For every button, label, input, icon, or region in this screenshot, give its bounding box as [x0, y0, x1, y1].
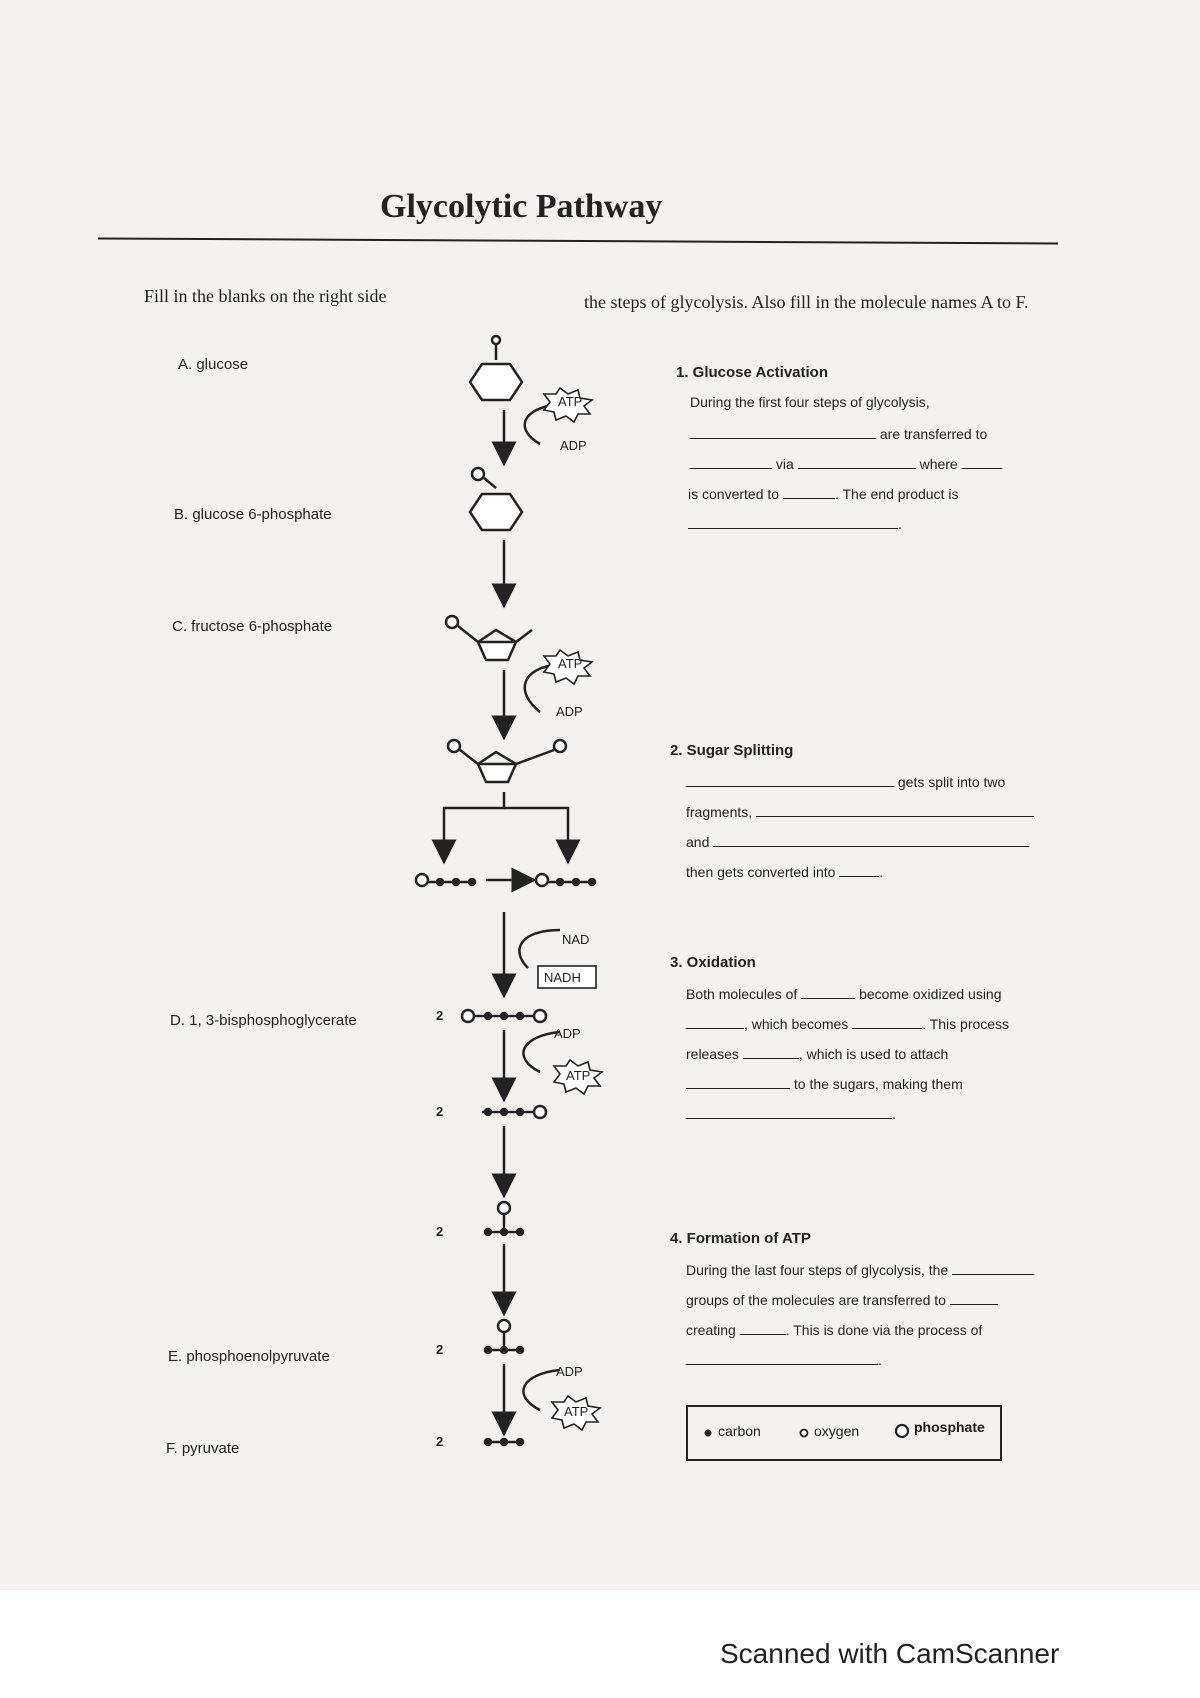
step-2-line-3: [686, 832, 1029, 850]
answer-blank[interactable]: [686, 772, 894, 787]
answer-blank[interactable]: [688, 514, 898, 529]
step-2-line-1: [686, 772, 1005, 790]
adp-label-4: ADP: [556, 1364, 583, 1379]
answer-blank[interactable]: [713, 832, 1029, 847]
count-label: 2: [436, 1224, 444, 1239]
step-2-line-2-text: fragments,: [686, 804, 753, 820]
answer-blank[interactable]: [690, 454, 772, 469]
answer-blank[interactable]: [690, 424, 876, 439]
answer-blank[interactable]: [952, 1260, 1034, 1275]
step-3-line-5: .: [686, 1104, 896, 1122]
legend-carbon-label: carbon: [718, 1423, 761, 1439]
molecule-label-b: B. glucose 6-phosphate: [174, 506, 332, 523]
step-2-line-4-text: then gets converted into: [686, 864, 836, 880]
step-3-line-1: [686, 984, 1002, 1002]
page-title: Glycolytic Pathway: [380, 188, 663, 225]
bisphosphoglycerate-molecule-icon: [462, 1010, 546, 1022]
step-1-line-3-text-a: via: [775, 456, 794, 472]
answer-blank[interactable]: [962, 454, 1002, 469]
step-1-line-4-text-a: is converted to: [688, 486, 780, 502]
phosphoglycerate-2-molecule-icon: [484, 1202, 524, 1235]
step-4-line-4: .: [686, 1350, 882, 1368]
molecule-label-c: C. fructose 6-phosphate: [172, 618, 333, 635]
step-4-line-3-text-a: creating: [686, 1322, 736, 1338]
step-1-line-2-text: are transferred to: [879, 426, 988, 442]
step-4-line-3: [686, 1320, 982, 1338]
fructose-6-phosphate-molecule-icon: [446, 616, 532, 660]
step-2-line-1-text: gets split into two: [897, 774, 1006, 790]
answer-blank[interactable]: [740, 1320, 786, 1335]
answer-blank[interactable]: [686, 1014, 744, 1029]
step-3-line-4: [686, 1074, 963, 1092]
adp-label-1: ADP: [560, 438, 587, 453]
step-1-line-5: .: [688, 514, 902, 532]
scanner-footer: Scanned with CamScanner: [720, 1638, 1060, 1669]
step-1-line-3: [690, 454, 1002, 472]
phosphoglycerate-3-molecule-icon: [482, 1106, 546, 1118]
phosphoenolpyruvate-molecule-icon: [484, 1320, 524, 1353]
step-3-line-2-text-b: . This process: [922, 1016, 1010, 1032]
count-label: 2: [436, 1008, 444, 1023]
molecule-label-e: E. phosphoenolpyruvate: [168, 1348, 330, 1365]
legend-oxygen-label: oxygen: [814, 1423, 860, 1439]
step-2-line-3-text: and: [686, 834, 710, 850]
step-1-line-4: [688, 484, 958, 502]
answer-blank[interactable]: [743, 1044, 799, 1059]
molecule-label-a: A. glucose: [178, 356, 249, 373]
answer-blank[interactable]: [950, 1290, 998, 1305]
answer-blank[interactable]: [852, 1014, 922, 1029]
step-3-line-1-text-b: become oxidized using: [859, 986, 1002, 1002]
nad-label: NAD: [562, 932, 590, 947]
legend-box: [686, 1405, 1002, 1461]
answer-blank[interactable]: [839, 862, 879, 877]
oxygen-symbol-icon: [801, 1430, 808, 1437]
split-arrow-left: [444, 792, 504, 852]
step-2-line-4: then gets converted into .: [686, 864, 884, 880]
step-2-line-2: [686, 802, 1034, 820]
step-3-line-4-text: to the sugars, making them: [793, 1076, 963, 1092]
atp-label-1: ATP: [558, 394, 583, 409]
count-label: 2: [436, 1434, 444, 1449]
answer-blank[interactable]: [756, 802, 1034, 817]
answer-blank[interactable]: [783, 484, 835, 499]
step-3-title: 3. Oxidation: [670, 954, 756, 971]
step-4-line-1-text: During the last four steps of glycolysis, the: [686, 1262, 949, 1278]
instruction-left: Fill in the blanks on the right side: [144, 286, 387, 306]
answer-blank[interactable]: [686, 1350, 878, 1365]
step-3-line-3-text-a: releases: [686, 1046, 739, 1062]
answer-blank[interactable]: [798, 454, 916, 469]
fructose-bisphosphate-molecule-icon: [448, 740, 566, 782]
step-2-title: 2. Sugar Splitting: [670, 742, 794, 759]
step-1-title: 1. Glucose Activation: [676, 364, 828, 381]
answer-blank[interactable]: [801, 984, 855, 999]
step-3-line-1-text-a: Both molecules of: [686, 986, 798, 1002]
step-1-line-3-text-b: where: [919, 456, 958, 472]
atp-label-2: ATP: [558, 656, 583, 671]
carbon-symbol-icon: [705, 1430, 712, 1437]
molecule-label-d: D. 1, 3-bisphosphoglycerate: [170, 1012, 357, 1029]
step-3-line-3: [686, 1044, 948, 1062]
g3p-molecule-icon: [536, 874, 596, 886]
dhap-molecule-icon: [416, 874, 475, 886]
step-1-line-1: During the first four steps of glycolysis,: [690, 394, 930, 410]
phosphate-symbol-icon: [896, 1425, 908, 1437]
legend-phosphate-label: phosphate: [914, 1419, 985, 1435]
step-3-line-2-text-a: , which becomes: [744, 1016, 849, 1032]
step-3-line-3-text-b: , which is used to attach: [798, 1046, 949, 1062]
adp-label-3: ADP: [554, 1026, 581, 1041]
glucose-molecule-icon: [470, 336, 522, 400]
step-4-title: 4. Formation of ATP: [670, 1230, 811, 1247]
answer-blank[interactable]: [686, 1074, 790, 1089]
adp-label-2: ADP: [556, 704, 583, 719]
atp-label-4: ATP: [564, 1404, 589, 1419]
atp-label-3: ATP: [566, 1068, 591, 1083]
nadh-label: NADH: [544, 970, 581, 985]
nad-curve: [519, 930, 560, 968]
instruction-right: the steps of glycolysis. Also fill in the molecule names A to F.: [584, 292, 1029, 312]
step-4-line-1: [686, 1260, 1034, 1278]
answer-blank[interactable]: [686, 1104, 892, 1119]
step-1-line-4-text-b: . The end product is: [834, 486, 959, 502]
molecule-label-f: F. pyruvate: [166, 1440, 240, 1457]
step-4-line-3-text-b: . This is done via the process of: [785, 1322, 983, 1338]
step-4-line-2-text: groups of the molecules are transferred to: [686, 1292, 946, 1308]
glucose-6-phosphate-molecule-icon: [470, 468, 522, 530]
step-4-line-2: [686, 1290, 998, 1308]
step-1-line-2: [690, 424, 987, 442]
count-label: 2: [436, 1342, 444, 1357]
pyruvate-molecule-icon: [484, 1439, 524, 1445]
step-3-line-2: [686, 1014, 1009, 1032]
split-arrow-right: [504, 808, 568, 852]
count-label: 2: [436, 1104, 444, 1119]
